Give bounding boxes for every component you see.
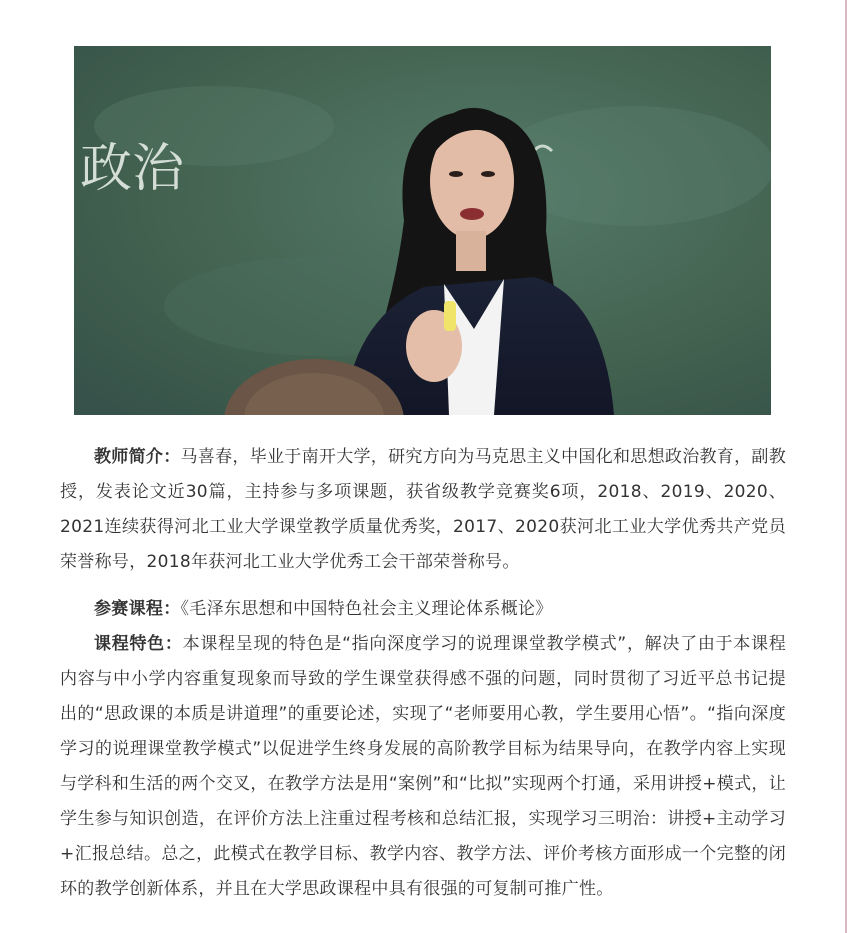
features-label: 课程特色： (94, 634, 183, 654)
course-label: 参赛课程： (94, 599, 181, 619)
teacher-photo (74, 46, 771, 415)
classroom-image (74, 46, 771, 415)
page-right-border (845, 0, 847, 933)
teacher-intro-label: 教师简介： (94, 447, 181, 467)
course-title: 《毛泽东思想和中国特色社会主义理论体系概论》 (180, 599, 553, 619)
features-paragraph (60, 627, 786, 907)
features-text: 本课程呈现的特色是“指向深度学习的说理课堂教学模式”，解决了由于本课程内容与中小学内容重复现象而导致的学生课堂获得感不强的问题，同时贯彻了习近平总书记提出的“思政课的本质是讲道理”的重要论述，实现了“老师要用心教，学生要用心悟”。“指向深度学习的说理课堂教学模式”以促进学生终身发展的高阶教学目标为结果导向，在教学内容上实现与学科和生活的两个交叉，在教学方法是用“案例”和“比拟”实现两个打通，采用讲授+模式，让学生参与知识创造，在评价方法上注重过程考核和总结汇报，实现学习三明治：讲授+主动学习+汇报总结。总之，此模式在教学目标、教学内容、教学方法、评价考核方面形成一个完整的闭环的教学创新体系，并且在大学思政课程中具有很强的可复制可推广性。 (60, 634, 786, 899)
teacher-intro-text: 马喜春，毕业于南开大学，研究方向为马克思主义中国化和思想政治教育，副教授，发表论文近30篇，主持参与多项课题，获省级教学竞赛奖6项，2018、2019、2020、2021连续获得河北工业大学课堂教学质量优秀奖，2017、2020获河北工业大学优秀共产党员荣誉称号，2018年获河北工业大学优秀工会干部荣誉称号。 (60, 447, 786, 572)
article-body (60, 440, 786, 907)
teacher-intro-paragraph (60, 440, 786, 580)
chalk-writing: 政治 (80, 139, 185, 199)
course-paragraph (60, 592, 786, 627)
